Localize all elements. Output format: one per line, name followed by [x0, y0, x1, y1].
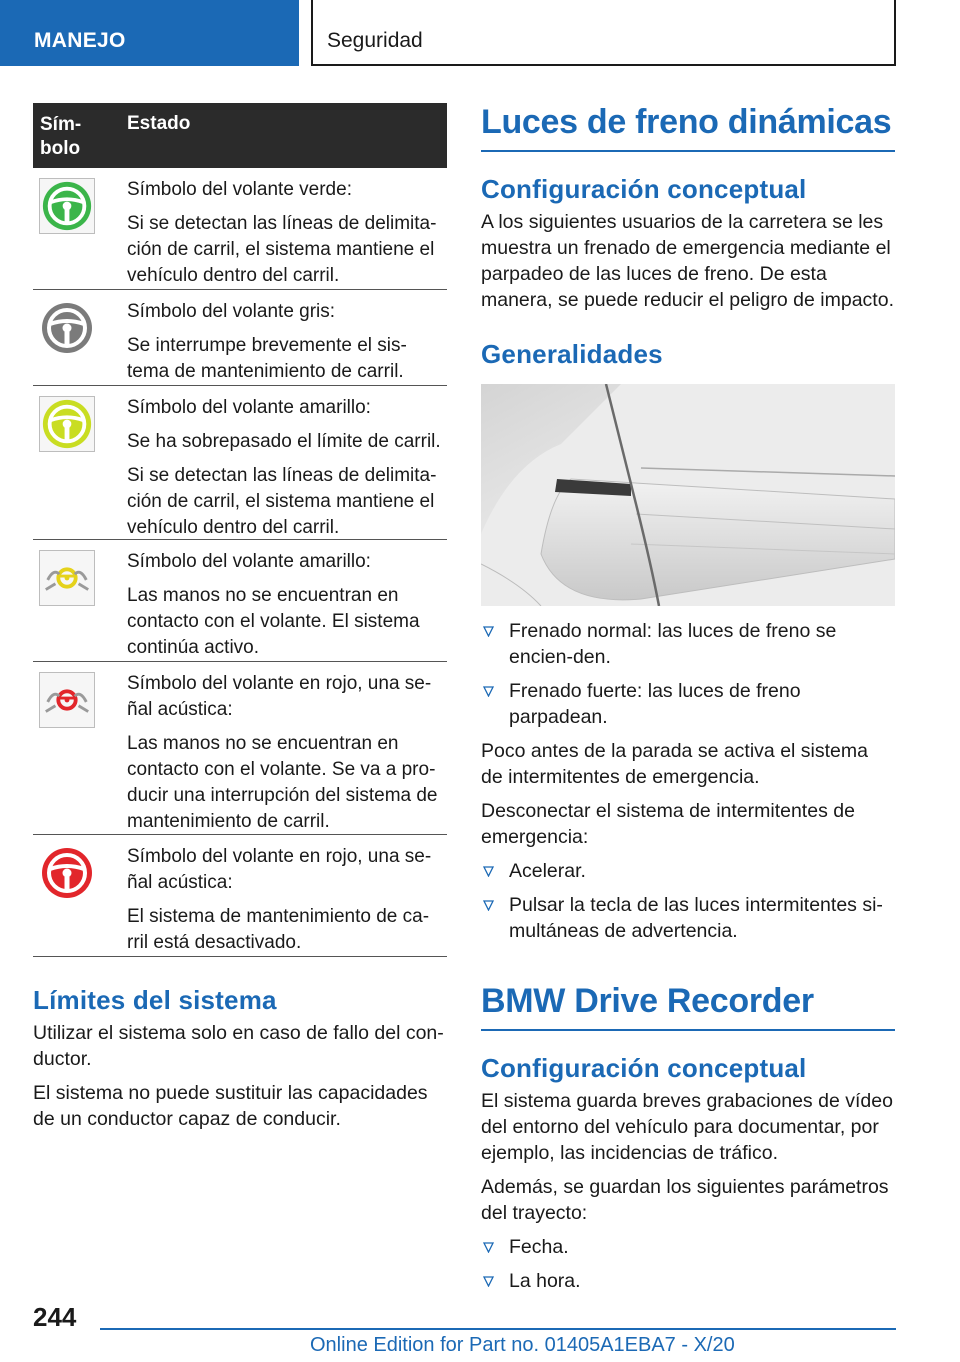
tail-light-photo: [481, 384, 895, 606]
brake-paragraph: Desconectar el sistema de intermitentes de emergencia:: [481, 800, 855, 848]
header-state: Estado: [127, 113, 191, 134]
table-row: [33, 386, 447, 540]
section-tab: [0, 0, 299, 66]
section-title: MANEJO: [34, 29, 126, 52]
list-item: [481, 618, 895, 670]
header-symbol-line2: bolo: [40, 137, 81, 159]
triangle-bullet-icon: [483, 900, 494, 911]
list-item: [481, 1268, 895, 1294]
row-text: El sistema de mantenimiento de ca-rril está desactivado.: [127, 906, 430, 953]
list-item-text: Frenado fuerte: las luces de freno parpadean.: [509, 680, 801, 728]
general-heading: Generalidades: [481, 339, 663, 369]
triangle-bullet-icon: [483, 1276, 494, 1287]
row-text: Se interrumpe brevemente el sis-tema de mantenimiento de carril.: [127, 335, 407, 382]
row-text: Si se detectan las líneas de delimita-ción de carril, el sistema mantiene el vehículo dentro del carril.: [127, 213, 437, 286]
row-text: Las manos no se encuentran en contacto con el volante. Se va a pro-ducir una interrupción del sistema de mantenimiento de carril.: [127, 733, 438, 832]
row-text: Las manos no se encuentran en contacto con el volante. El sistema continúa activo.: [127, 585, 420, 658]
list-item: [481, 892, 895, 944]
chapter-title: Seguridad: [327, 29, 423, 52]
row-text: Símbolo del volante en rojo, una se-ñal acústica:: [127, 673, 432, 720]
list-item: [481, 1234, 895, 1260]
list-item-text: La hora.: [509, 1270, 581, 1292]
page-number: 244: [33, 1302, 77, 1332]
recorder-paragraph: El sistema guarda breves grabaciones de vídeo del entorno del vehículo para documentar, por ejemplo, las incidencias de tráfico.: [481, 1090, 893, 1164]
row-text: Si se detectan las líneas de delimita-ción de carril, el sistema mantiene el vehículo dentro del carril.: [127, 465, 437, 538]
steering-wheel-yellow-icon: [39, 396, 95, 452]
left-column: [33, 103, 447, 1132]
hands-on-wheel-yellow-icon: [39, 550, 95, 606]
row-text: Símbolo del volante amarillo:: [127, 397, 371, 418]
row-text: Símbolo del volante en rojo, una se-ñal acústica:: [127, 846, 432, 893]
row-text: Símbolo del volante verde:: [127, 179, 352, 200]
brake-concept-text: A los siguientes usuarios de la carretera se les muestra un frenado de emergencia mediante el parpadeo de las luces de freno. De esta manera, se puede reducir el peligro de impacto.: [481, 211, 894, 311]
row-text: Símbolo del volante amarillo:: [127, 551, 371, 572]
table-row: [33, 540, 447, 662]
triangle-bullet-icon: [483, 1242, 494, 1253]
steering-wheel-green-icon: [39, 178, 95, 234]
list-item-text: Fecha.: [509, 1236, 569, 1258]
row-text: Se ha sobrepasado el límite de carril.: [127, 431, 441, 452]
hands-on-wheel-red-icon: [39, 672, 95, 728]
list-item-text: Pulsar la tecla de las luces intermitentes si-multáneas de advertencia.: [509, 894, 883, 942]
header-symbol-line1: Sím-: [40, 114, 82, 135]
table-header: [33, 103, 447, 168]
steering-wheel-gray-icon: [39, 300, 95, 356]
table-row: [33, 835, 447, 957]
table-row: [33, 290, 447, 386]
brake-lights-title: Luces de freno dinámicas: [481, 103, 895, 152]
chapter-tab: [311, 0, 896, 66]
limits-paragraph: Utilizar el sistema solo en caso de fallo del con-ductor.: [33, 1022, 444, 1070]
list-item-text: Frenado normal: las luces de freno se encien-den.: [509, 620, 837, 668]
steering-wheel-red-icon: [39, 845, 95, 901]
brake-paragraph: Poco antes de la parada se activa el sistema de intermitentes de emergencia.: [481, 740, 868, 788]
recorder-title: BMW Drive Recorder: [481, 982, 895, 1031]
list-item: [481, 678, 895, 730]
brake-concept-heading: Configuración conceptual: [481, 174, 807, 204]
list-item-text: Acelerar.: [509, 860, 586, 882]
row-text: Símbolo del volante gris:: [127, 301, 336, 322]
limits-heading: Límites del sistema: [33, 985, 277, 1015]
right-column: [481, 103, 895, 1294]
table-row: [33, 662, 447, 835]
triangle-bullet-icon: [483, 686, 494, 697]
header-symbol: [40, 113, 100, 161]
list-item: [481, 858, 895, 884]
recorder-concept-heading: Configuración conceptual: [481, 1053, 807, 1083]
limits-paragraph: El sistema no puede sustituir las capacidades de un conductor capaz de conducir.: [33, 1082, 428, 1130]
recorder-paragraph: Además, se guardan los siguientes parámetros del trayecto:: [481, 1176, 889, 1224]
footer-divider: [100, 1328, 896, 1330]
table-row: [33, 168, 447, 290]
triangle-bullet-icon: [483, 626, 494, 637]
footer-edition: Online Edition for Part no. 01405A1EBA7 - X/20: [310, 1334, 735, 1356]
triangle-bullet-icon: [483, 866, 494, 877]
